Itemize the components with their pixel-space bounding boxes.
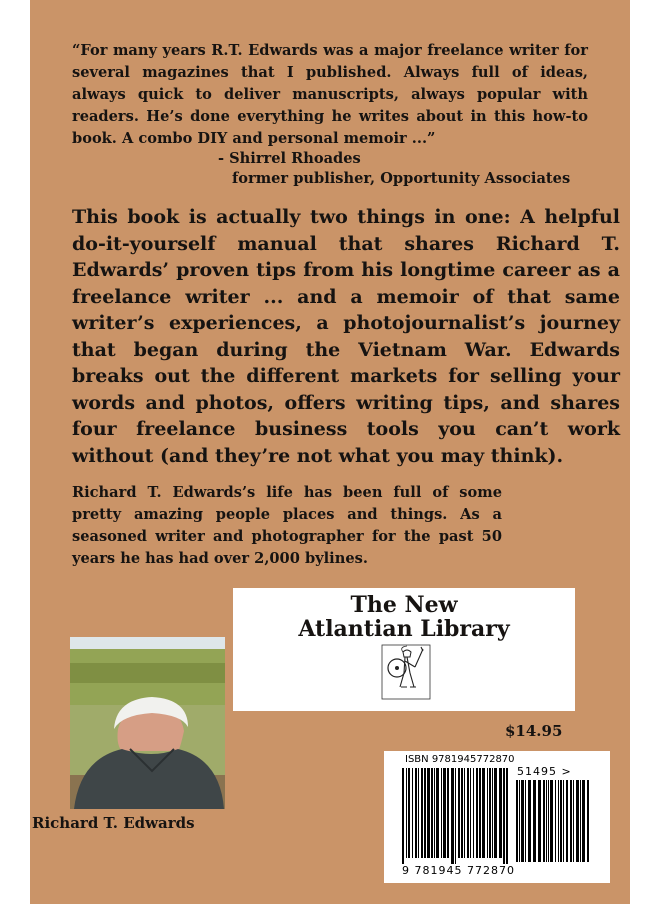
- barcode-number: 9 781945 772870: [402, 864, 515, 877]
- publisher-logo: [233, 588, 575, 711]
- isbn-label: ISBN 9781945772870: [405, 754, 515, 765]
- publisher-name-line-2: Atlantian Library: [298, 616, 510, 642]
- barcode-addon-number: 51495 >: [517, 765, 572, 778]
- price-label: $14.95: [505, 722, 563, 740]
- author-bio: Richard T. Edwards’s life has been full of some pretty amazing people places and things. As a seasoned writer and photographer for the past 50 years he has had over 2,000 bylines.: [72, 484, 502, 567]
- quote-attribution-name: - Shirrel Rhoades: [218, 150, 361, 167]
- author-photo-caption: Richard T. Edwards: [32, 814, 195, 832]
- book-description: This book is actually two things in one: A helpful do-it-yourself manual that shares Richard T. Edwards’ proven tips from his longtime career as a freelance writer ... and a memoir of that same writer’s experiences, a photojournalist’s journey that began during the Vietnam War. Edwards breaks out the different markets for selling your words and photos, offers writing tips, and shares four freelance business tools you can’t work without (and they’re not what you may think).: [72, 206, 620, 467]
- quote-attribution-title: former publisher, Opportunity Associates: [232, 170, 571, 187]
- barcode-bars: [392, 766, 604, 864]
- publisher-name-line-1: The New: [350, 592, 458, 618]
- author-photo: [70, 637, 225, 809]
- warrior-icon: [381, 644, 431, 700]
- endorsement-quote: “For many years R.T. Edwards was a major freelance writer for several magazines that I published. Always full of ideas, always quick to deliver manuscripts, always popular with readers. He’s done everything he writes about in this how-to book. A combo DIY and personal memoir ...”: [72, 42, 588, 147]
